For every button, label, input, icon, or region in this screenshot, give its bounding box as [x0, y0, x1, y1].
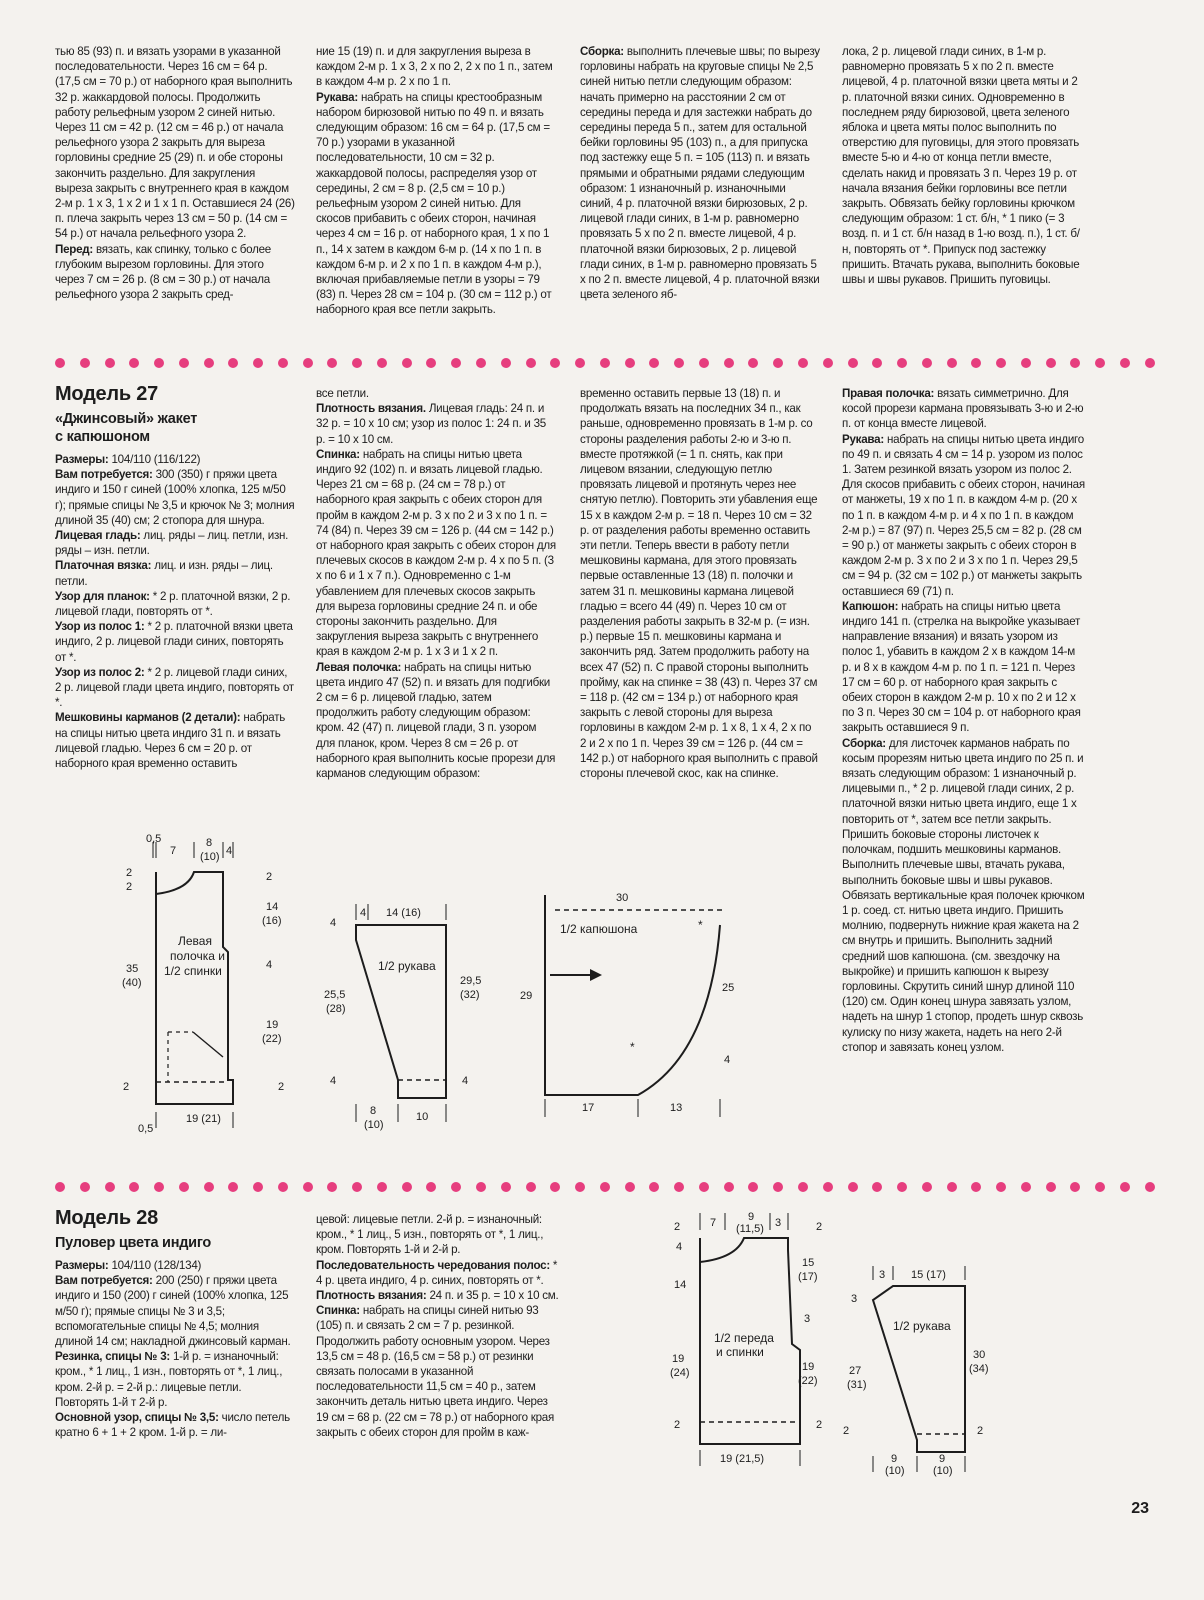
divider-dot — [129, 1182, 139, 1192]
divider-dot — [451, 358, 461, 368]
sleeve28-dim-l3: 3 — [851, 1293, 858, 1305]
divider-dot — [179, 1182, 189, 1192]
body28-label-1: 1/2 переда — [714, 1331, 774, 1345]
sleeve28-dim-b9a: 9 — [891, 1453, 898, 1465]
paragraph — [55, 589, 295, 619]
top-col-2 — [316, 44, 556, 318]
divider-dot — [327, 1182, 337, 1192]
divider-dot — [1070, 1182, 1080, 1192]
paragraph-heading: Капюшон: — [842, 599, 899, 613]
front-label-1: Левая — [178, 934, 212, 948]
body28-dim-br2: 2 — [816, 1419, 823, 1431]
paragraph — [842, 44, 1082, 287]
top-col-3 — [580, 44, 823, 302]
divider-dots-1 — [55, 356, 1155, 370]
paragraph-text: выполнить плечевые швы; по вырезу горловины набрать на круговые спицы № 2,5 синей нитью петли следующим образом: начать примерно на расстоянии 2 см от середины переда и для застежки набрать до середины переда 5 п., затем для остальной бейки горловины 95 (103) п., а для припуска под застежку еще 5 п. = 105 (113) п. и вязать прямыми и обратными рядами следующим образом: 1 изнаночный р. изнаночными синий, 4 р. платочной вязки бирюзовых, 2 р. лицевой глади синих, в 1-м р. равномерно провязать 5 х по 2 п. вместе лицевой, 4 р. платочной вязки бирюзовых, 2 р. лицевой глади синих, в 1-м р. равномерно провязать 5 х по 2 п. вместе лицевой, 4 р. платочной вязки цвета зеленого яб- — [580, 45, 823, 302]
paragraph-heading: Узор из полос 1: — [55, 620, 145, 634]
divider-dot — [1021, 1182, 1031, 1192]
model27-col-4 — [842, 386, 1086, 1055]
paragraph-text: вязать, как спинку, только с более глубоким вырезом горловины. Для этого через 7 см = 26 р. (8 см = 30 р.) от начала рельефного узора 2 закрыть сред- — [55, 242, 274, 302]
hood-dim-r4: 4 — [724, 1054, 731, 1066]
hood-star-bottom: * — [630, 1040, 635, 1054]
divider-dot — [303, 358, 313, 368]
paragraph — [316, 1303, 562, 1440]
model28-title: Модель 28 — [55, 1207, 158, 1229]
paragraph-text: набрать на спицы синей нитью 93 (105) п. и связать 2 см = 7 р. резинкой. Продолжить работу основным узором. Через 13,5 см = 48 р. (16,5 см = 58 р.) от резинки связать полосами в указанной последовательности 11,5 см = 40 р., затем закончить деталь нитью цвета индиго. Через 19 см = 68 р. (22 см = 78 р.) от наборного края закрыть с обеих сторон для пройм в каж- — [316, 1304, 558, 1439]
divider-dot — [476, 358, 486, 368]
divider-dot — [996, 358, 1006, 368]
sleeve27-dim-b10p: (10) — [364, 1119, 384, 1131]
paragraph-text: число петель кратно 6 + 1 + 2 кром. 1-й р. = ли- — [55, 1411, 293, 1440]
top-col-4 — [842, 44, 1082, 287]
paragraph-heading: Размеры: — [55, 1259, 109, 1272]
model28-col-1 — [55, 1206, 295, 1440]
divider-dot — [154, 1182, 164, 1192]
front-label-2: полочка и — [170, 949, 225, 963]
divider-dot — [228, 358, 238, 368]
paragraph-heading: Сборка: — [842, 736, 886, 750]
sleeve27-dim-b8: 8 — [370, 1105, 377, 1117]
paragraph-text: лиц. ряды – лиц. петли, изн. ряды – изн. петли. — [55, 529, 292, 558]
sleeve28-dim-bl2: 2 — [843, 1425, 850, 1437]
divider-dot — [476, 1182, 486, 1192]
divider-dot — [278, 358, 288, 368]
sleeve28-pattern-svg — [843, 1262, 1005, 1477]
body28-dim-l19: 19 — [672, 1353, 685, 1365]
sleeve28-dim-l27: 27 — [849, 1365, 862, 1377]
paragraph — [842, 599, 1086, 736]
front-dim-br2: 2 — [278, 1081, 285, 1093]
sleeve27-dim-r32: (32) — [460, 989, 480, 1001]
divider-dot — [575, 1182, 585, 1192]
paragraph — [842, 432, 1086, 599]
paragraph-text: 200 (250) г пряжи цвета индиго и 150 (200) г синей (100% хлопка, 125 м/50 г); прямые спицы № 3 и 3,5; вспомогательные спицы № 4,5; молния длиной 14 см; накладной джинсовый карман. — [55, 1274, 292, 1349]
paragraph — [580, 44, 823, 302]
paragraph-text: тью 85 (93) п. и вязать узорами в указанной последовательности. Через 16 см = 64 р. (17,5 см = 70 р.) от наборного края выполнить 32 р. жаккардовой полосы. Продолжить работу рельефным узором 2 синей нитью. Через 11 см = 42 р. (12 см = 46 р.) от начала рельефного узора 2 закрыть для выреза горловины средние 25 (29) п. и обе стороны закончить раздельно. Для закругления выреза закрыть с внутреннего края в каждом 2-м р. 1 х 3, 1 х 2 и 1 х 1 п. Оставшиеся 24 (26) п. плеча закрыть через 13 см = 50 р. (14 см = 54 р.) от начала рельефного узора 2. — [55, 45, 298, 241]
paragraph — [55, 1258, 295, 1273]
paragraph-text: набрать на спицы крестообразным набором бирюзовой нитью по 49 п. и вязать следующим образом: 16 см = 64 р. (17,5 см = 70 р.) узорами в указанной последовательности, 10 см = 32 р. жаккардовой полосы, распределяя узор от середины, 2 см = 8 р. (2,5 см = 10 р.) рельефным узором 2 синей нитью. Для скосов прибавить с обеих сторон, начиная через 4 см = 16 р. от наборного края, 1 х по 1 п., 14 х затем в каждом 6-м р. (14 х по 1 п. в каждом 6-м р. и 2 х по 1 п. в каждом 4-м р.), включая прибавляемые петли в узоры = 79 (83) п. Через 28 см = 104 р. (30 см = 112 р.) от наборного края все петли закрыть. — [316, 90, 555, 317]
divider-dot — [724, 358, 734, 368]
divider-dot — [377, 1182, 387, 1192]
paragraph — [55, 665, 295, 711]
body28-dim-l4: 4 — [676, 1241, 683, 1253]
body28-dim-t3: 3 — [775, 1217, 782, 1229]
paragraph-heading: Основной узор, спицы № 3,5: — [55, 1411, 219, 1425]
paragraph-heading: Размеры: — [55, 453, 109, 466]
divider-dot — [947, 358, 957, 368]
divider-dot — [1046, 358, 1056, 368]
paragraph-heading: Вам потребуется: — [55, 1274, 153, 1288]
divider-dot — [699, 358, 709, 368]
sleeve27-dim-t4: 4 — [360, 907, 367, 919]
paragraph-heading: Сборка: — [580, 45, 624, 58]
model27-hood-diagram — [510, 892, 750, 1125]
sleeve28-dim-t3: 3 — [879, 1269, 886, 1281]
paragraph — [842, 386, 1086, 432]
front-dim-r19: 19 — [266, 1019, 279, 1031]
paragraph-text: 1-й р. = изнаночный: кром., * 1 лиц., 1 изн., повторять от *, 1 лиц., кром. 2-й р. = 2-й р.: лицевые петли. Повторять 1-й т 2-й р. — [55, 1350, 286, 1409]
paragraph — [316, 401, 556, 447]
paragraph-text: цевой: лицевые петли. 2-й р. = изнаночный: кром., * 1 лиц., 5 изн., повторять от *, 1 лиц., кром. Повторять 1-й и 2-й р. — [316, 1213, 547, 1257]
paragraph — [55, 452, 295, 467]
divider-dot — [377, 358, 387, 368]
divider-dot — [402, 358, 412, 368]
divider-dot — [724, 1182, 734, 1192]
hood-dim-t30: 30 — [616, 892, 629, 904]
paragraph-heading: Лицевая гладь: — [55, 529, 141, 543]
sleeve27-pattern-svg — [316, 900, 496, 1130]
divider-dot — [154, 358, 164, 368]
sleeve28-dim-b10b: (10) — [933, 1465, 953, 1477]
divider-dot — [402, 1182, 412, 1192]
paragraph-heading: Правая полочка: — [842, 387, 935, 400]
paragraph — [55, 242, 295, 303]
sleeve27-dim-l4: 4 — [330, 917, 337, 929]
paragraph — [55, 1349, 295, 1410]
paragraph — [316, 1258, 562, 1288]
hood-dim-b17: 17 — [582, 1102, 595, 1114]
paragraph-heading: Левая полочка: — [316, 660, 402, 674]
divider-dot — [55, 358, 65, 368]
divider-dot — [699, 1182, 709, 1192]
hood-dim-r25: 25 — [722, 982, 735, 994]
body28-dim-r19: 19 — [802, 1361, 815, 1373]
model27-col-1 — [55, 382, 298, 771]
front-dim-l2a: 2 — [126, 867, 133, 879]
front-pattern-svg — [118, 832, 308, 1135]
divider-dot — [947, 1182, 957, 1192]
sleeve27-dim-b10: 10 — [416, 1111, 429, 1123]
front-dim-top-a: 0,5 — [146, 833, 162, 845]
divider-dot — [897, 358, 907, 368]
model27-title: Модель 27 — [55, 383, 158, 405]
body28-dim-b19: 19 (21,5) — [720, 1453, 765, 1465]
hood-label: 1/2 капюшона — [560, 922, 638, 936]
divider-dot — [748, 358, 758, 368]
divider-dot — [848, 358, 858, 368]
paragraph — [316, 1288, 562, 1303]
paragraph-text: набрать на спицы нитью цвета индиго по 49 п. и связать 4 см = 14 р. узором из полос 1. Затем резинкой вязать узором из полос 2. Для скосов прибавить с обеих сторон, начиная от манжеты, 19 х по 1 п. в каждом 4-м р. (20 х по 1 п. в каждом 4-м р. и 4 х по 1 п. в каждом 2-м р.) = 87 (97) п. Через 25,5 см = 82 р. (28 см = 90 р.) от манжеты закрыть с обеих сторон в каждом 2-м р. 3 х по 2 и 3 х по 1 п. Через 29,5 см = 94 р. (32 см = 102 р.) от манжеты закрыть оставшиеся 69 (71) п. — [842, 432, 1088, 598]
divider-dot — [649, 358, 659, 368]
hood-pattern-svg — [510, 892, 750, 1125]
paragraph-text: * 2 р. платочной вязки цвета индиго, 2 р. лицевой глади синих, повторять от *. — [55, 620, 296, 664]
divider-dot — [600, 358, 610, 368]
paragraph-text: лока, 2 р. лицевой глади синих, в 1-м р. равномерно провязать 5 х по 2 п. вместе лицевой, 4 р. платочной вязки цвета мяты и 2 р. платочной вязки синих. Одновременно в последнем ряду бирюзовой, цвета зеленого яблока и цвета мяты полос выполнить по отверстию для пуговицы, для этого провязать вместе 5-ю и 4-ю от конца петли вместе, сделать накид и провязать 3 п. Через 19 р. от начала вязания бейки горловины все петли закрыть. Обвязать бейку горловины крючком следующим образом: 1 ст. б/н, * 1 пико (= 3 возд. п. и 1 ст. б/н назад в 1-ю возд. п.), 1 ст. б/н, повторять от *. Припуск под застежку пришить. Втачать рукава, выполнить боковые швы и швы рукавов. Пришить пуговицы. — [842, 45, 1083, 287]
divider-dot — [501, 1182, 511, 1192]
divider-dot — [897, 1182, 907, 1192]
divider-dot — [352, 1182, 362, 1192]
paragraph — [316, 660, 559, 782]
divider-dot — [575, 358, 585, 368]
divider-dot — [526, 358, 536, 368]
paragraph-text: набрать на спицы нитью цвета индиго 47 (52) п. и вязать для подгибки 2 см = 6 р. лицевой гладью, затем продолжить работу следующим образом: кром. 42 (47) п. лицевой глади, 3 п. узором для планок, кром. Через 8 см = 26 р. от наборного края выполнить косые прорези для карманов следующим образом: — [316, 660, 559, 781]
page-number: 23 — [1131, 1500, 1149, 1517]
divider-dot — [451, 1182, 461, 1192]
divider-dot — [625, 358, 635, 368]
divider-dot — [872, 358, 882, 368]
divider-dot — [674, 358, 684, 368]
paragraph — [316, 1212, 562, 1258]
divider-dot — [922, 358, 932, 368]
divider-dot — [674, 1182, 684, 1192]
divider-dots-2 — [55, 1180, 1155, 1194]
divider-dot — [80, 1182, 90, 1192]
divider-dot — [526, 1182, 536, 1192]
divider-dot — [1120, 358, 1130, 368]
sleeve28-label: 1/2 рукава — [893, 1319, 951, 1333]
paragraph — [842, 736, 1086, 1055]
paragraph — [55, 1410, 295, 1440]
divider-dot — [625, 1182, 635, 1192]
divider-dot — [179, 358, 189, 368]
body28-dim-l24: (24) — [670, 1367, 690, 1379]
divider-dot — [1145, 358, 1155, 368]
paragraph-heading: Узор из полос 2: — [55, 665, 145, 679]
body28-label-2: и спинки — [716, 1345, 764, 1359]
divider-dot — [773, 1182, 783, 1192]
paragraph-heading: Платочная вязка: — [55, 559, 152, 573]
divider-dot — [253, 1182, 263, 1192]
front-dim-b19: 19 (21) — [186, 1113, 221, 1125]
paragraph — [55, 619, 295, 665]
paragraph — [316, 447, 559, 660]
body28-dim-t7: 7 — [710, 1217, 717, 1229]
divider-dot — [278, 1182, 288, 1192]
model28-col-1-text — [55, 1258, 295, 1440]
body28-dim-t115: (11,5) — [736, 1223, 764, 1235]
paragraph-heading: Перед: — [55, 242, 94, 256]
model27-subtitle-line2: с капюшоном — [55, 429, 150, 445]
divider-dot — [971, 1182, 981, 1192]
paragraph-text: временно оставить первые 13 (18) п. и продолжать вязать на последних 34 п., как раньше, одновременно провязать в 1-м р. со стороны разделения работы 2-ю и 3-ю п. вместе протяжкой (= 1 п. снять, как при лицевом вязании, следующую петлю провязать лицевой и протянуть через нее снятую петлю). Повторить эти убавления еще 15 х в каждом 2-м р. = 18 п. Через 10 см = 32 р. от разделения работы временно оставить эти петли. Теперь ввести в работу петли мешковины кармана, для этого провязать первые оставленные 13 (18) п. полочки и затем 31 п. мешковины кармана лицевой гладью = всего 44 (49) п. Через 10 см от разделения работы закрыть в 32-м р. (= изн. р.) первые 15 п. мешковины кармана и закончить ряд. Затем продолжить работу на всех 47 (52) п. С правой стороны выполнить пройму, как на спинке = 38 (43) п. Через 37 см = 118 р. (42 см = 134 р.) от наборного края закрыть с левой стороны для выреза горловины в каждом 2-м р. 1 х 8, 1 х 4, 2 х по 2 и 2 х по 1 п. Через 39 см = 126 р. (44 см = 142 р.) от наборного края выполнить с правой стороны плечевой скос, как на спинке. — [580, 387, 821, 781]
model28-subtitle: Пуловер цвета индиго — [55, 1235, 212, 1251]
paragraph-text: ние 15 (19) п. и для закругления выреза в каждом 2-м р. 1 х 3, 2 х по 2, 2 х по 1 п., затем в каждом 4-м р. 2 х по 1 п. — [316, 45, 556, 89]
divider-dot — [922, 1182, 932, 1192]
sleeve28-dim-b9b: 9 — [939, 1453, 946, 1465]
paragraph-heading: Вам потребуется: — [55, 468, 153, 482]
body28-dim-r3: 3 — [804, 1313, 811, 1325]
divider-dot — [501, 358, 511, 368]
divider-dot — [303, 1182, 313, 1192]
body28-dim-l14: 14 — [674, 1279, 687, 1291]
model27-col-3 — [580, 386, 820, 781]
divider-dot — [1095, 1182, 1105, 1192]
paragraph-heading: Спинка: — [316, 447, 360, 461]
front-dim-r4: 4 — [266, 959, 273, 971]
sleeve28-dim-l31: (31) — [847, 1379, 867, 1391]
front-dim-top-d: 4 — [226, 845, 233, 857]
hood-star-top: * — [698, 918, 703, 932]
paragraph-text: для листочек карманов набрать по косым прорезям нитью цвета индиго по 25 п. и вязать следующим образом: 1 изнаночный р. лицевыми п., * 2 р. лицевой глади синих, 2 р. платочной вязки нитью цвета индиго, еще 1 х повторить от *, затем все петли закрыть. Пришить боковые стороны листочек к полочкам, подшить мешковины карманов. Выполнить плечевые швы, втачать рукава, выполнить боковые швы и швы рукавов. Обвязать вертикальные края полочек крючком 1 р. соед. ст. нитью цвета индиго. Пришить молнию, подвернуть нижние края жакета на 2 см внутрь и пришить. Выполнить задний средний шов капюшона. (см. звездочку на выкройке) и пришить капюшон к вырезу горловины. Скрутить синий шнур длиной 110 (120) см. Один конец шнура завязать узлом, надеть на шнур 1 стопор, продеть шнур сквозь кулиску по низу жакета, надеть на него 2-й стопор и завязать конец узлом. — [842, 736, 1088, 1054]
paragraph-text: лиц. и изн. ряды – лиц. петли. — [55, 559, 276, 588]
divider-dot — [798, 358, 808, 368]
paragraph-text: * 2 р. платочной вязки, 2 р. лицевой глади, повторять от *. — [55, 589, 294, 619]
sleeve28-dim-b10a: (10) — [885, 1465, 905, 1477]
sleeve27-dim-t14: 14 (16) — [386, 907, 421, 919]
paragraph-heading: Рукава: — [316, 90, 358, 104]
paragraph-heading: Плотность вязания. — [316, 402, 426, 416]
divider-dot — [748, 1182, 758, 1192]
divider-dot — [550, 358, 560, 368]
divider-dot — [823, 1182, 833, 1192]
divider-dot — [228, 1182, 238, 1192]
front-dim-l35: 35 — [126, 963, 139, 975]
divider-dot — [550, 1182, 560, 1192]
divider-dot — [1120, 1182, 1130, 1192]
paragraph-heading: Узор для планок: — [55, 589, 150, 603]
model27-subtitle — [55, 410, 295, 446]
front-dim-r14: 14 — [266, 901, 279, 913]
divider-dot — [55, 1182, 65, 1192]
body28-dim-r17: (17) — [798, 1271, 818, 1283]
divider-dot — [105, 1182, 115, 1192]
divider-dot — [798, 1182, 808, 1192]
divider-dot — [1070, 358, 1080, 368]
sleeve27-label: 1/2 рукава — [378, 959, 436, 973]
paragraph-heading: Резинка, спицы № 3: — [55, 1350, 171, 1364]
front-dim-b05: 0,5 — [138, 1123, 154, 1135]
paragraph-text: набрать на спицы нитью цвета индиго 141 п. (стрелка на выкройке указывает направление вязания) и вязать узором из полос 1, убавить в каждом 2 х в каждом 14-м р. и 8 х в каждом 4-м р. по 1 п. = 121 п. Через 17 см = 60 р. от наборного края закрыть с обеих сторон в каждом 2-м р. 10 х по 2 и 12 х по 3 п. Через 30 см = 104 р. от наборного края закрыть оставшиеся 9 п. — [842, 599, 1084, 735]
divider-dot — [426, 1182, 436, 1192]
paragraph-text: вязать симметрично. Для косой прорези кармана провязывать 3-ю и 2-ю п. от конца вместе лицевой. — [842, 387, 1087, 431]
divider-dot — [649, 1182, 659, 1192]
divider-dot — [426, 358, 436, 368]
divider-dot — [1021, 358, 1031, 368]
divider-dot — [823, 358, 833, 368]
divider-dot — [327, 358, 337, 368]
body28-dim-l2: 2 — [674, 1221, 681, 1233]
model28-body-diagram — [670, 1210, 850, 1470]
front-dim-bl2: 2 — [123, 1081, 130, 1093]
divider-dot — [1046, 1182, 1056, 1192]
divider-dot — [204, 1182, 214, 1192]
paragraph-text: 300 (350) г пряжи цвета индиго и 150 г синей (100% хлопка, 125 м/50 г); прямые спицы № 3,5 и крючок № 3; молния длиной 35 (40) см; 2 стопора для шнура. — [55, 468, 298, 527]
paragraph — [55, 467, 298, 528]
paragraph-heading: Рукава: — [842, 432, 884, 446]
paragraph-heading: Мешковины карманов (2 детали): — [55, 711, 241, 725]
paragraph — [55, 44, 298, 242]
paragraph — [316, 44, 556, 90]
divider-dot — [971, 358, 981, 368]
front-dim-top-b: 7 — [170, 845, 177, 857]
paragraph-heading: Последовательность чередования полос: — [316, 1258, 550, 1272]
paragraph-text: набрать на спицы нитью цвета индиго 31 п. и вязать лицевой гладью. Через 6 см = 20 р. от наборного края временно оставить — [55, 711, 289, 771]
body28-pattern-svg — [670, 1210, 850, 1470]
front-dim-top-c2: (10) — [200, 851, 220, 863]
model27-sleeve-diagram — [316, 900, 496, 1130]
sleeve27-dim-l255: 25,5 — [324, 989, 346, 1001]
divider-dot — [1145, 1182, 1155, 1192]
body28-dim-bl2: 2 — [674, 1419, 681, 1431]
model27-col-2 — [316, 386, 559, 781]
paragraph — [55, 710, 295, 771]
paragraph — [55, 558, 295, 588]
paragraph — [316, 90, 556, 318]
sleeve28-dim-br2: 2 — [977, 1425, 984, 1437]
body28-dim-r15: 15 — [802, 1257, 815, 1269]
paragraph-heading: Спинка: — [316, 1304, 360, 1318]
paragraph-text: 104/110 (116/122) — [108, 453, 201, 466]
paragraph-text: набрать на спицы нитью цвета индиго 92 (102) п. и вязать лицевой гладью. Через 21 см = 68 р. (24 см = 78 р.) от наборного края закрыть с обеих сторон для пройм в каждом 2-м р. 3 х по 2 и 3 х по 1 п. = 74 (84) п. Через 39 см = 126 р. (44 см = 142 р.) от наборного края закрыть с обеих сторон для плечевых скосов в каждом 2-м р. 4 х по 5 п. (3 х по 6 и 1 х 7 п.). Одновременно с 1-м убавлением для плечевых скосов закрыть для выреза горловины средние 24 п. и обе стороны закончить раздельно. Для закругления выреза закрыть с внутреннего края в каждом 2-м р. 1 х 3 и 1 х 2 п. — [316, 447, 559, 659]
paragraph — [316, 386, 556, 401]
front-dim-top-c: 8 — [206, 837, 213, 849]
sleeve27-dim-bl4: 4 — [330, 1075, 337, 1087]
sleeve27-dim-r295: 29,5 — [460, 975, 482, 987]
paragraph-text: * 4 р. цвета индиго, 4 р. синих, повторять от *. — [316, 1258, 561, 1287]
model27-front-diagram — [118, 832, 308, 1135]
divider-dot — [129, 358, 139, 368]
body28-dim-r22: (22) — [798, 1375, 818, 1387]
divider-dot — [773, 358, 783, 368]
hood-dim-l29: 29 — [520, 990, 533, 1002]
divider-dot — [600, 1182, 610, 1192]
front-dim-r22: (22) — [262, 1033, 282, 1045]
paragraph — [55, 528, 295, 558]
paragraph — [55, 1273, 295, 1349]
paragraph — [580, 386, 820, 781]
divider-dot — [872, 1182, 882, 1192]
sleeve28-dim-r34: (34) — [969, 1363, 989, 1375]
paragraph-text: * 2 р. лицевой глади синих, 2 р. лицевой глади цвета индиго, повторять от *. — [55, 665, 297, 710]
body28-dim-t9: 9 — [748, 1211, 755, 1223]
sleeve27-dim-l28: (28) — [326, 1003, 346, 1015]
body28-dim-r2: 2 — [816, 1221, 823, 1233]
model28-sleeve-diagram — [843, 1262, 1005, 1477]
paragraph-heading: Плотность вязания: — [316, 1289, 427, 1303]
model27-subtitle-line1: «Джинсовый» жакет — [55, 411, 198, 427]
sleeve28-dim-t15: 15 (17) — [911, 1269, 946, 1281]
paragraph-text: Лицевая гладь: 24 п. и 32 р. = 10 х 10 см; узор из полос 1: 24 п. и 35 р. = 10 х 10 см. — [316, 402, 549, 446]
front-dim-l40: (40) — [122, 977, 142, 989]
paragraph-text: 24 п. и 35 р. = 10 х 10 см. — [426, 1289, 559, 1303]
divider-dot — [204, 358, 214, 368]
divider-dot — [996, 1182, 1006, 1192]
front-dim-l2b: 2 — [126, 881, 133, 893]
divider-dot — [848, 1182, 858, 1192]
front-label-3: 1/2 спинки — [164, 964, 222, 978]
sleeve28-dim-r30: 30 — [973, 1349, 986, 1361]
top-col-1 — [55, 44, 298, 302]
front-dim-r16: (16) — [262, 915, 282, 927]
model28-col-2 — [316, 1212, 562, 1440]
divider-dot — [1095, 358, 1105, 368]
model27-col-1-text — [55, 452, 298, 771]
divider-dot — [80, 358, 90, 368]
divider-dot — [253, 358, 263, 368]
divider-dot — [105, 358, 115, 368]
hood-dim-b13: 13 — [670, 1102, 683, 1114]
front-dim-r2: 2 — [266, 871, 273, 883]
divider-dot — [352, 358, 362, 368]
sleeve27-dim-br4: 4 — [462, 1075, 469, 1087]
paragraph-text: все петли. — [316, 387, 369, 400]
paragraph-text: 104/110 (128/134) — [108, 1259, 202, 1272]
